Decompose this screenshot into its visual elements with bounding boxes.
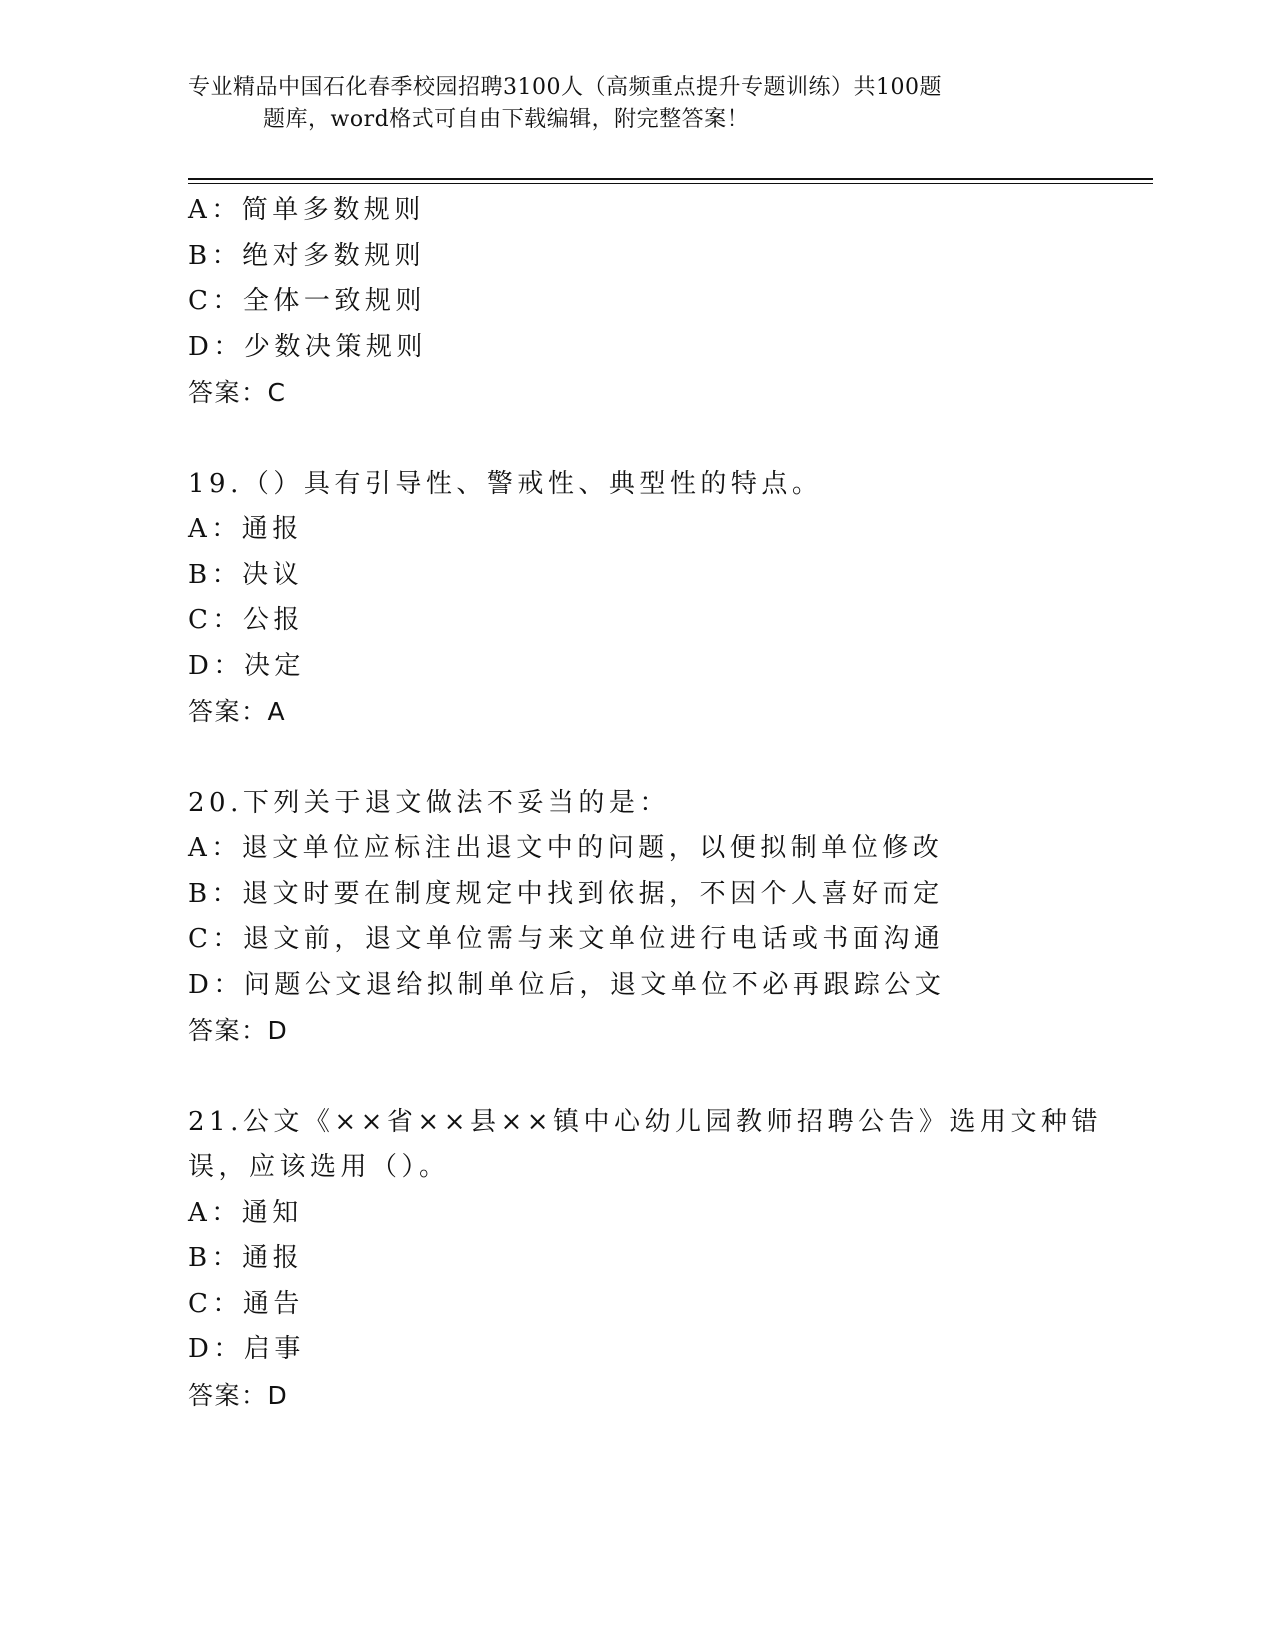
option-b: B：决议 <box>188 559 304 590</box>
document-header <box>188 72 1088 136</box>
spacer <box>188 1054 1088 1100</box>
option-b: B：退文时要在制度规定中找到依据，不因个人喜好而定 <box>188 878 944 909</box>
option-c: C：公报 <box>188 605 304 635</box>
option-d: D：问题公文退给拟制单位后，退文单位不必再跟踪公文 <box>188 969 946 1000</box>
spacer <box>188 416 1088 462</box>
option-c: C：通告 <box>188 1288 304 1319</box>
option-b: B：通报 <box>188 1243 304 1273</box>
option-b: B：绝对多数规则 <box>188 240 426 271</box>
option-d: D：决定 <box>188 650 305 681</box>
answer-line: 答案：C <box>188 378 287 407</box>
question-19 <box>188 462 1088 735</box>
spacer <box>188 735 1088 781</box>
document-body <box>188 188 1103 1418</box>
option-d: D：启事 <box>188 1334 305 1364</box>
option-a: A：通报 <box>188 514 303 544</box>
question-text-line-2: 误，应该选用（）。 <box>188 1152 450 1182</box>
option-a: A：退文单位应标注出退文中的问题，以便拟制单位修改 <box>188 833 944 863</box>
header-divider-thin <box>188 183 1153 184</box>
option-c: C：退文前，退文单位需与来文单位进行电话或书面沟通 <box>188 924 945 954</box>
answer-line: 答案：A <box>188 697 287 726</box>
question-text-line-1: 21.公文《××省××县××镇中心幼儿园教师招聘公告》选用文种错 <box>188 1106 1103 1137</box>
question-text: 20.下列关于退文做法不妥当的是： <box>188 787 670 818</box>
question-18 <box>188 188 1088 416</box>
option-c: C：全体一致规则 <box>188 286 426 316</box>
question-21 <box>188 1100 1103 1419</box>
header-title-line-1: 专业精品中国石化春季校园招聘3100人（高频重点提升专题训练）共100题 <box>188 75 942 100</box>
question-text: 19.（）具有引导性、警戒性、典型性的特点。 <box>188 468 823 499</box>
option-a: A：简单多数规则 <box>188 195 425 225</box>
option-d: D：少数决策规则 <box>188 331 427 362</box>
option-a: A：通知 <box>188 1197 303 1228</box>
answer-line: 答案：D <box>188 1380 289 1410</box>
question-20 <box>188 781 1088 1054</box>
answer-line: 答案：D <box>188 1016 289 1045</box>
header-divider-thick <box>188 178 1153 180</box>
header-title-line-2: 题库，word格式可自由下载编辑，附完整答案！ <box>263 107 750 132</box>
